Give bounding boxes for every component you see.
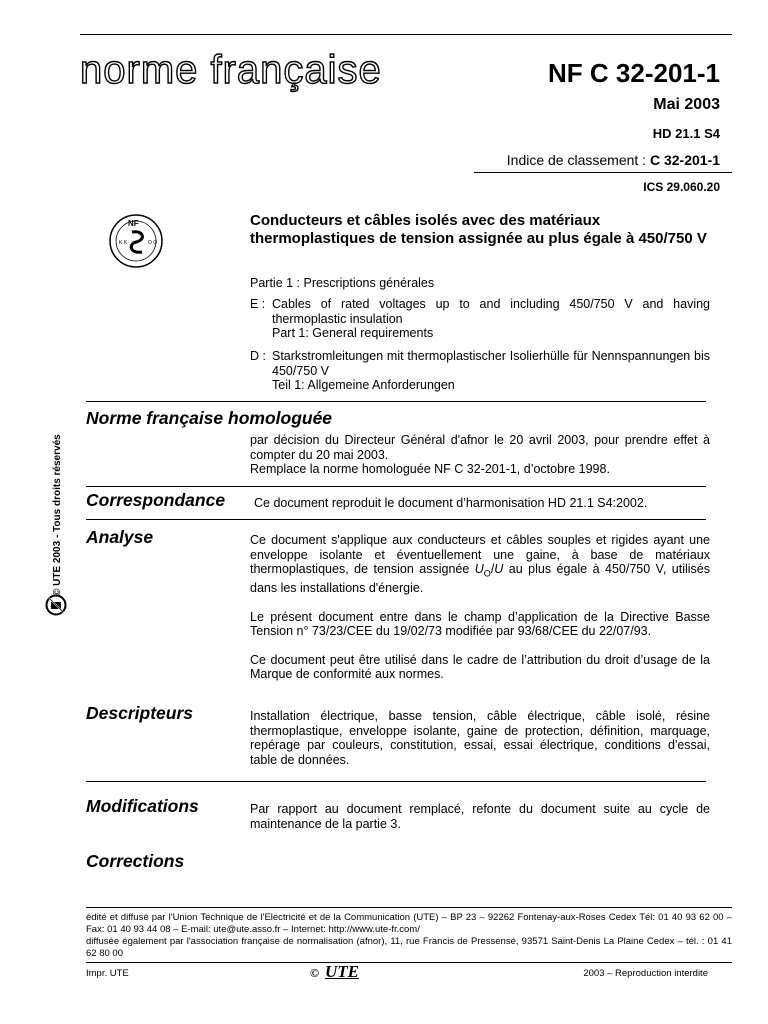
homologuee-text — [250, 433, 710, 477]
ute-logo — [310, 962, 359, 982]
analyse-p1 — [250, 533, 710, 596]
hd-reference: HD 21.1 S4 — [652, 126, 720, 141]
voltage-slash: / — [490, 562, 495, 576]
header-rule — [474, 172, 732, 173]
section-heading-corrections: Corrections — [86, 851, 185, 871]
voltage-u0-sub: O — [483, 568, 491, 579]
printer-label: Impr. UTE — [86, 968, 129, 979]
publication-date: Mai 2003 — [653, 96, 720, 113]
svg-text:O O: O O — [148, 240, 158, 246]
analyse-p1-end: au plus égale à 450/750 V, utilisés dans les installations d'énergie. — [250, 562, 710, 595]
german-title — [250, 349, 710, 393]
document-title: Conducteurs et câbles isolés avec des matériaux thermoplastiques de tension assignée au plus égale à 450/750 V — [250, 212, 707, 247]
homologuee-line1: par décision du Directeur Général d'afnor le 20 avril 2003, pour prendre effet à compter du 20 mai 2003. — [250, 433, 710, 462]
german-prefix: D : — [250, 349, 266, 363]
english-title — [250, 297, 710, 341]
footer-rule — [86, 907, 732, 908]
ics-code: ICS 29.060.20 — [643, 180, 720, 194]
no-photocopy-icon — [45, 594, 67, 616]
german-part: Teil 1: Allgemeine Anforderungen — [272, 378, 455, 392]
homologuee-rule — [86, 486, 706, 487]
section-heading-descripteurs: Descripteurs — [86, 703, 193, 723]
partie-subtitle: Partie 1 : Prescriptions générales — [250, 276, 435, 290]
svg-text:NF: NF — [128, 219, 139, 228]
indice-label: Indice de classement : — [506, 152, 650, 168]
descripteurs-text: Installation électrique, basse tension, câble électrique, câble isolé, résine thermoplastique, enveloppe isolante, gaine de protection, définition, marquage, repérage par couleurs, constitution, essai, essai électrique, conditions d'essai, table de données. — [250, 709, 710, 767]
copyright-symbol: © — [310, 966, 319, 980]
brand-title: norme française — [80, 48, 382, 92]
standard-reference: NF C 32-201-1 — [548, 58, 720, 88]
voltage-u: U — [494, 562, 504, 576]
footer-line2: diffusée également par l'association française de normalisation (afnor), 11, rue Francis de Pressensé, 93571 Saint-Denis La Plaine Cedex – tél. : 01 41 62 80 00 — [86, 936, 732, 959]
homologuee-line2: Remplace la norme homologuée NF C 32-201-1, d’octobre 1998. — [250, 462, 610, 476]
footer-bottom-rule — [86, 962, 732, 963]
footer-publisher — [86, 912, 732, 960]
svg-text:K K: K K — [119, 240, 128, 246]
sidebar-copyright: © UTE 2003 - Tous droits réservés — [52, 434, 63, 596]
title-rule — [86, 401, 706, 402]
section-heading-modifications: Modifications — [86, 796, 199, 816]
section-heading-analyse: Analyse — [86, 527, 154, 547]
top-rule — [80, 34, 732, 35]
analyse-p3: Ce document peut être utilisé dans le cadre de l’attribution du droit d’usage de la Marque de conformité aux normes. — [250, 652, 710, 681]
ute-logo-text: UTE — [324, 962, 359, 981]
correspondance-text: Ce document reproduit le document d’harmonisation HD 21.1 S4:2002. — [254, 496, 648, 510]
reproduction-notice: 2003 – Reproduction interdite — [583, 968, 708, 979]
correspondance-rule — [86, 519, 706, 520]
english-part: Part 1: General requirements — [272, 326, 434, 340]
descripteurs-rule — [86, 781, 706, 782]
analyse-p1-start: Ce document s'applique aux conducteurs et câbles souples et rigides ayant une enveloppe isolante et éventuellement une gaine, à base de matériaux thermoplastiques, de tension assignée — [250, 533, 710, 576]
english-title-text: Cables of rated voltages up to and including 450/750 V and having thermoplastic insulation — [272, 297, 710, 326]
footer-line1: édité et diffusé par l'Union Technique de l'Electricité et de la Communication (UTE) – BP 23 – 92262 Fontenay-aux-Roses Cedex Tél: 01 40 93 62 00 – Fax: 01 40 93 44 08 – E-mail: ute@ute.asso.fr – Internet: http://www.ute-fr.com/ — [86, 912, 732, 935]
modifications-text: Par rapport au document remplacé, refonte du document suite au cycle de maintenance de la partie 3. — [250, 802, 710, 831]
english-prefix: E : — [250, 297, 266, 311]
section-heading-homologuee: Norme française homologuée — [86, 408, 333, 428]
analyse-text — [250, 533, 710, 682]
voltage-u0: U — [474, 562, 484, 576]
indice-classement — [507, 152, 720, 168]
analyse-p2: Le présent document entre dans le champ d’application de la Directive Basse Tension n° 73/23/CEE du 19/02/73 modifiée par 93/68/CEE du 22/07/93. — [250, 609, 710, 638]
indice-value: C 32-201-1 — [649, 152, 720, 168]
nf-certification-mark-icon — [108, 212, 164, 270]
section-heading-correspondance: Correspondance — [86, 490, 226, 510]
german-title-text: Starkstromleitungen mit thermoplastischer Isolierhülle für Nennspannungen bis 450/750 V — [272, 349, 710, 378]
